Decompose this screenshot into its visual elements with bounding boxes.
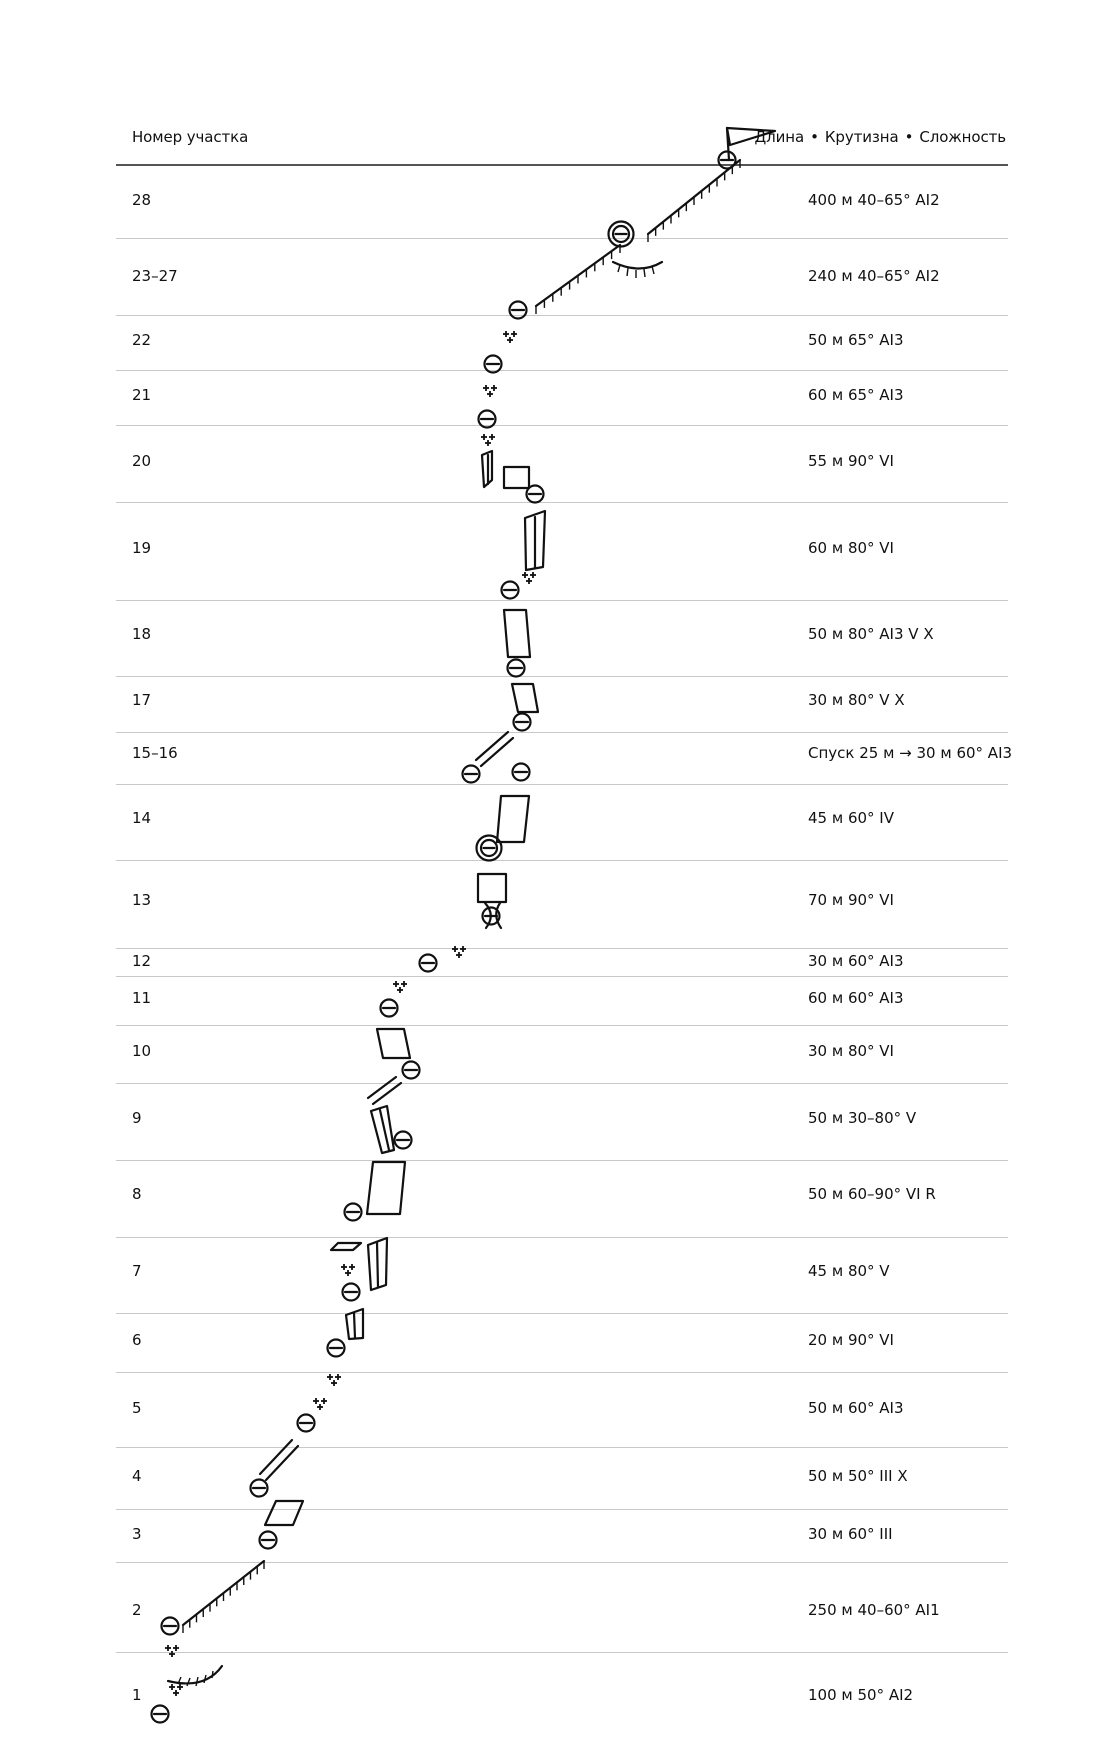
rock-slab-icon <box>331 1243 361 1250</box>
section-spec: 250 м 40–60° AI1 <box>808 1601 940 1619</box>
rock-slab-icon <box>265 1501 303 1525</box>
section-number: 8 <box>132 1185 142 1203</box>
dihedral-icon <box>377 1242 378 1287</box>
section-number: 3 <box>132 1525 142 1543</box>
rock-slab-icon <box>504 467 529 488</box>
section-spec: Спуск 25 м → 30 м 60° AI3 <box>808 744 1013 762</box>
section-spec: 20 м 90° VI <box>808 1331 894 1349</box>
section-spec: 50 м 65° AI3 <box>808 331 904 349</box>
bergschrund-icon <box>196 1677 198 1686</box>
header-separator: • <box>810 128 819 146</box>
rock-slab-icon <box>497 796 529 842</box>
section-number: 17 <box>132 691 152 709</box>
rock-slab-icon <box>512 684 538 712</box>
section-spec: 30 м 80° VI <box>808 1042 894 1060</box>
section-spec: 70 м 90° VI <box>808 891 894 909</box>
section-number: 4 <box>132 1467 142 1485</box>
section-spec: 30 м 60° AI3 <box>808 952 904 970</box>
section-number: 13 <box>132 891 152 909</box>
section-spec: 60 м 80° VI <box>808 539 894 557</box>
section-number: 1 <box>132 1686 142 1704</box>
dihedral-icon <box>371 1106 394 1153</box>
rock-slab-icon <box>478 874 506 902</box>
bergschrund-icon <box>627 268 628 276</box>
rock-slab-icon <box>377 1029 410 1058</box>
rock-slab-icon <box>504 610 530 657</box>
section-number: 9 <box>132 1109 142 1127</box>
section-spec: 45 м 60° IV <box>808 809 894 827</box>
section-spec: 50 м 30–80° V <box>808 1109 917 1127</box>
bergschrund-icon <box>652 266 654 274</box>
dihedral-icon <box>354 1313 355 1338</box>
section-spec: 60 м 65° AI3 <box>808 386 904 404</box>
section-number: 15–16 <box>132 744 178 762</box>
section-number: 7 <box>132 1262 142 1280</box>
section-spec: 55 м 90° VI <box>808 452 894 470</box>
section-spec: 45 м 80° V <box>808 1262 890 1280</box>
section-number: 21 <box>132 386 152 404</box>
section-spec: 50 м 60° AI3 <box>808 1399 904 1417</box>
section-number: 19 <box>132 539 152 557</box>
section-number: 28 <box>132 191 152 209</box>
section-spec: 50 м 80° AI3 V X <box>808 625 934 643</box>
section-number: 5 <box>132 1399 142 1417</box>
section-number: 6 <box>132 1331 142 1349</box>
bergschrund-icon <box>168 1666 222 1683</box>
section-spec: 240 м 40–65° AI2 <box>808 267 940 285</box>
section-number: 11 <box>132 989 152 1007</box>
section-number: 23–27 <box>132 267 178 285</box>
bergschrund-icon <box>644 269 645 277</box>
summit-flag-icon <box>727 128 775 145</box>
bergschrund-icon <box>187 1678 190 1686</box>
bergschrund-icon <box>204 1675 206 1683</box>
header-section-number: Номер участка <box>132 128 249 146</box>
section-spec: 100 м 50° AI2 <box>808 1686 914 1704</box>
header-steepness: Крутизна <box>824 128 899 146</box>
section-number: 14 <box>132 809 152 827</box>
section-number: 20 <box>132 452 152 470</box>
bergschrund-icon <box>618 265 620 272</box>
section-number: 12 <box>132 952 152 970</box>
section-number: 2 <box>132 1601 142 1619</box>
section-spec: 50 м 60–90° VI R <box>808 1185 936 1203</box>
section-number: 18 <box>132 625 152 643</box>
traverse-line-icon <box>373 1083 401 1104</box>
header-length: Длина <box>754 128 805 146</box>
section-spec: 50 м 50° III X <box>808 1467 908 1485</box>
section-number: 10 <box>132 1042 152 1060</box>
section-spec: 400 м 40–65° AI2 <box>808 191 940 209</box>
section-number: 22 <box>132 331 152 349</box>
section-spec: 30 м 80° V X <box>808 691 905 709</box>
header-separator: • <box>904 128 914 146</box>
header-difficulty: Сложность <box>919 128 1006 146</box>
section-spec: 30 м 60° III <box>808 1525 893 1543</box>
section-spec: 60 м 60° AI3 <box>808 989 904 1007</box>
rock-slab-icon <box>367 1162 405 1214</box>
traverse-line-icon <box>368 1077 396 1098</box>
bergschrund-icon <box>212 1671 213 1678</box>
